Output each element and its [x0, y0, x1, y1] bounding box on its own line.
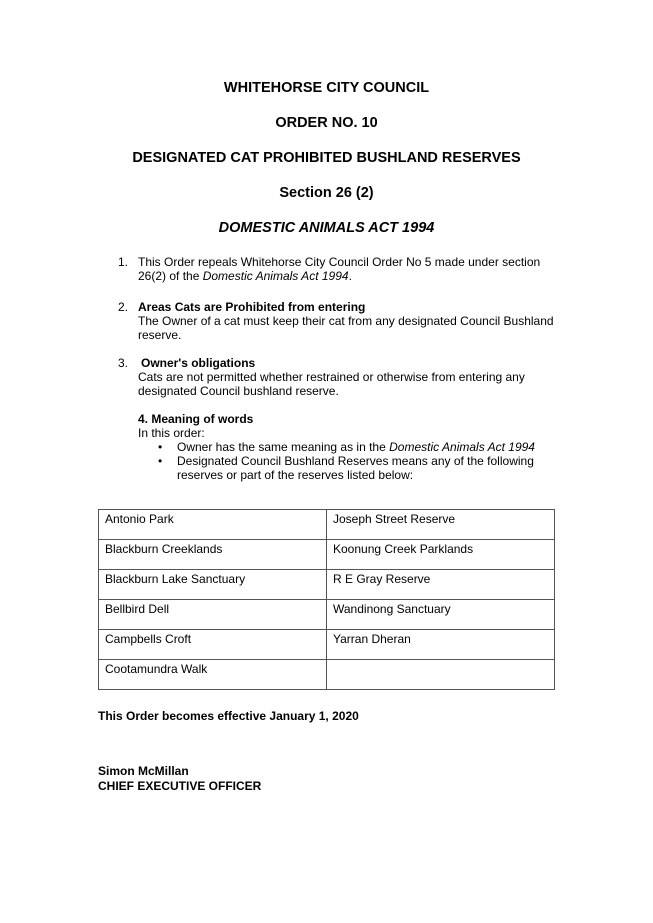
- meaning-heading: 4. Meaning of words: [138, 412, 254, 426]
- act-heading: DOMESTIC ANIMALS ACT 1994: [218, 220, 435, 236]
- table-row: [99, 570, 555, 600]
- signatory-title: CHIEF EXECUTIVE OFFICER: [98, 779, 262, 793]
- table-cell: Antonio Park: [99, 510, 327, 540]
- item-2-heading: Areas Cats are Prohibited from entering: [138, 300, 366, 314]
- table-cell: Blackburn Creeklands: [99, 540, 327, 570]
- order-title-heading: DESIGNATED CAT PROHIBITED BUSHLAND RESERVES: [132, 150, 521, 166]
- meaning-bullet-1-text: Owner has the same meaning as in the: [177, 440, 390, 454]
- table-row: [99, 600, 555, 630]
- order-number-heading: ORDER NO. 10: [275, 115, 378, 131]
- section-heading: Section 26 (2): [279, 185, 374, 201]
- item-1-text: [138, 255, 558, 283]
- meaning-bullet-1-act: Domestic Animals Act 1994: [389, 440, 535, 454]
- item-1-act-name: Domestic Animals Act 1994: [202, 269, 349, 283]
- table-cell: Wandinong Sanctuary: [327, 600, 555, 630]
- table-row: [99, 660, 555, 690]
- table-cell: Bellbird Dell: [99, 600, 327, 630]
- item-3-content: [138, 356, 558, 398]
- item-1-text-start: This Order repeals Whitehorse City Council Order No 5 made under section 26(2) of the: [138, 255, 541, 283]
- meaning-list: [138, 440, 558, 482]
- table-cell: [327, 660, 555, 690]
- signature-block: [98, 764, 261, 794]
- table-cell: Campbells Croft: [99, 630, 327, 660]
- meaning-bullet-1: [138, 440, 558, 454]
- table-row: [99, 630, 555, 660]
- bullet-icon: •: [158, 440, 163, 454]
- council-heading: WHITEHORSE CITY COUNCIL: [223, 80, 430, 96]
- reserves-table: [98, 509, 555, 690]
- item-1-number: 1.: [118, 255, 129, 269]
- item-3-heading: Owner's obligations: [141, 356, 256, 370]
- effective-date: This Order becomes effective January 1, 2020: [98, 709, 359, 723]
- item-2-text: The Owner of a cat must keep their cat from any designated Council Bushland reserve.: [138, 314, 554, 342]
- item-2-content: [138, 300, 558, 342]
- table-cell: Joseph Street Reserve: [327, 510, 555, 540]
- item-3-text: Cats are not permitted whether restrained or otherwise from entering any designated Council bushland reserve.: [138, 370, 525, 398]
- table-cell: Cootamundra Walk: [99, 660, 327, 690]
- table-row: [99, 510, 555, 540]
- item-2-number: 2.: [118, 300, 129, 314]
- table-cell: Yarran Dheran: [327, 630, 555, 660]
- signatory-name: Simon McMillan: [98, 764, 189, 778]
- meaning-bullet-2: [138, 454, 558, 482]
- meaning-intro: In this order:: [138, 426, 205, 440]
- table-cell: R E Gray Reserve: [327, 570, 555, 600]
- bullet-icon: •: [158, 454, 163, 468]
- table-cell: Blackburn Lake Sanctuary: [99, 570, 327, 600]
- table-cell: Koonung Creek Parklands: [327, 540, 555, 570]
- table-row: [99, 540, 555, 570]
- meaning-bullet-2-text: Designated Council Bushland Reserves means any of the following reserves or part of the reserves listed below:: [177, 454, 534, 482]
- item-3-number: 3.: [118, 356, 129, 370]
- item-1-text-end: .: [348, 269, 352, 283]
- meaning-section: [138, 412, 558, 482]
